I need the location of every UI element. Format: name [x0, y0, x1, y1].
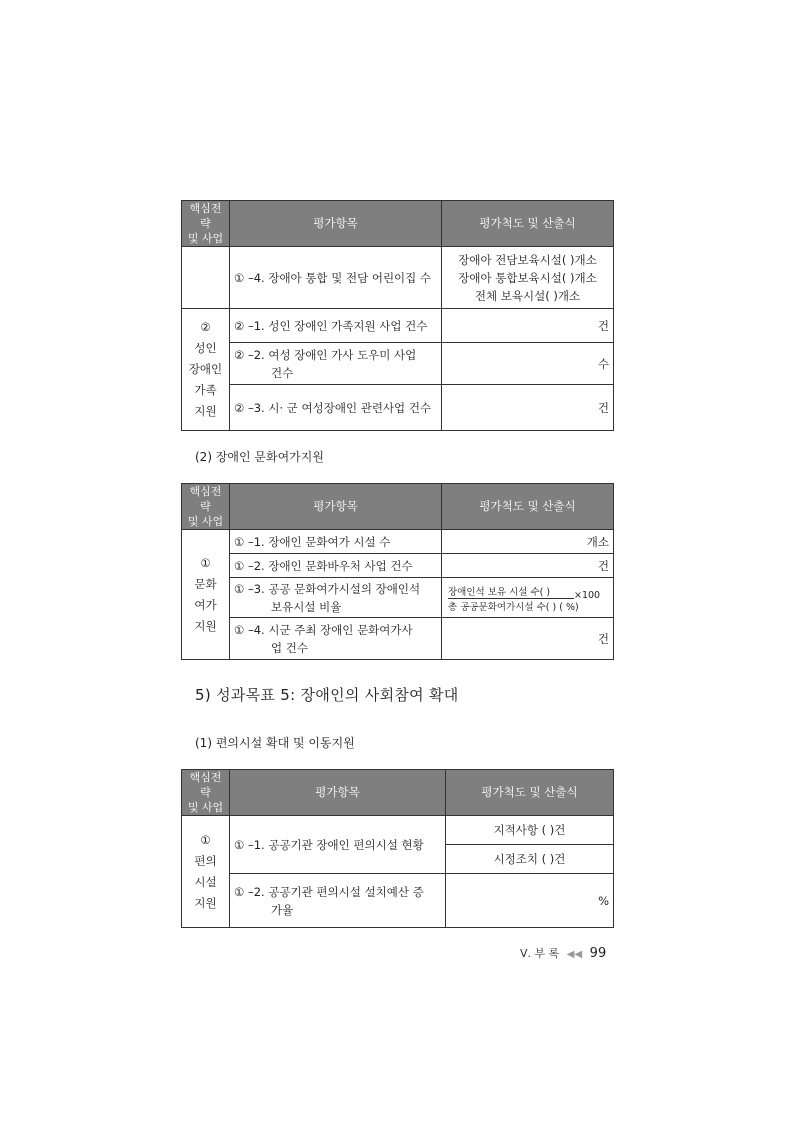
table-disabled-family [181, 200, 614, 431]
measure-cell: 개소 [442, 530, 614, 554]
table-header [182, 484, 614, 530]
table-row [182, 618, 614, 660]
item-cell [230, 874, 446, 928]
item-line: ① –2. 공공기관 편의시설 설치예산 증 [234, 884, 424, 899]
item-cell [230, 343, 442, 385]
table-culture-leisure [181, 483, 614, 660]
double-arrow-left-icon: ◀◀ [566, 949, 583, 960]
page-footer [520, 945, 606, 961]
measure-cell [442, 247, 614, 309]
measure-cell: 건 [442, 554, 614, 578]
header-measure: 평가척도 및 산출식 [446, 770, 614, 816]
item-line: 보유시설 비율 [271, 599, 342, 614]
strategy-cell: ② 성인 장애인 가족 지원 [182, 309, 230, 431]
measure-cell: 시정조치 ( )건 [446, 845, 614, 874]
strategy-cell: ① 편의 시설 지원 [182, 816, 230, 928]
header-measure: 평가척도 및 산출식 [442, 484, 614, 530]
item-cell: ① –2. 장애인 문화바우처 사업 건수 [230, 554, 442, 578]
measure-cell: 건 [442, 309, 614, 343]
section-title: 5) 성과목표 5: 장애인의 사회참여 확대 [195, 686, 459, 704]
table-row [182, 247, 614, 309]
measure-cell [442, 578, 614, 618]
subsection-title: (2) 장애인 문화여가지원 [195, 450, 324, 464]
strategy-cell: ① 문화 여가 지원 [182, 530, 230, 660]
item-cell: ① –1. 공공기관 장애인 편의시설 현황 [230, 816, 446, 874]
item-line: ① –4. 시군 주최 장애인 문화여가사 [234, 622, 413, 637]
ratio-formula [446, 582, 609, 614]
item-cell: ② –3. 시· 군 여성장애인 관련사업 건수 [230, 385, 442, 431]
item-cell: ① –1. 장애인 문화여가 시설 수 [230, 530, 442, 554]
item-cell: ① –4. 장애아 통합 및 전담 어린이집 수 [230, 247, 442, 309]
measure-cell: % [446, 874, 614, 928]
formula-denominator: 총 공공문화여가시설 수( ) ( %) [448, 601, 579, 613]
table-row [182, 816, 614, 845]
footer-label: Ⅴ. 부 록 [520, 947, 560, 960]
item-line: 건수 [271, 365, 294, 380]
measure-line: 장애아 통합보육시설( )개소 [458, 270, 597, 285]
header-item: 평가항목 [230, 201, 442, 247]
header-item: 평가항목 [230, 484, 442, 530]
measure-cell: 건 [442, 385, 614, 431]
strategy-cell [182, 247, 230, 309]
table-convenience-facilities [181, 769, 614, 928]
formula-numerator: 장애인석 보유 시설 수( ) [448, 584, 574, 599]
table-row [182, 578, 614, 618]
measure-cell: 지적사항 ( )건 [446, 816, 614, 845]
header-item: 평가항목 [230, 770, 446, 816]
table-row [182, 343, 614, 385]
measure-line: 전체 보육시설( )개소 [474, 288, 581, 303]
table-row [182, 309, 614, 343]
header-strategy: 핵심전략 및 사업 [182, 770, 230, 816]
table-row [182, 554, 614, 578]
item-line: ① –3. 공공 문화여가시설의 장애인석 [234, 581, 421, 596]
header-measure: 평가척도 및 산출식 [442, 201, 614, 247]
header-strategy: 핵심전략 및 사업 [182, 484, 230, 530]
measure-line: 장애아 전담보육시설( )개소 [458, 252, 597, 267]
table-row [182, 385, 614, 431]
measure-cell: 건 [442, 618, 614, 660]
item-line: 가율 [271, 902, 294, 917]
table-header [182, 201, 614, 247]
item-cell: ② –1. 성인 장애인 가족지원 사업 건수 [230, 309, 442, 343]
item-cell [230, 578, 442, 618]
subsection-title: (1) 편의시설 확대 및 이동지원 [195, 736, 355, 750]
page-number: 99 [589, 946, 607, 961]
header-strategy: 핵심전략 및 사업 [182, 201, 230, 247]
measure-cell: 수 [442, 343, 614, 385]
item-line: 업 건수 [271, 640, 308, 655]
formula-multiplier: ×100 [574, 589, 601, 601]
table-row [182, 530, 614, 554]
table-row [182, 874, 614, 928]
item-line: ② –2. 여성 장애인 가사 도우미 사업 [234, 347, 417, 362]
table-header [182, 770, 614, 816]
item-cell [230, 618, 442, 660]
